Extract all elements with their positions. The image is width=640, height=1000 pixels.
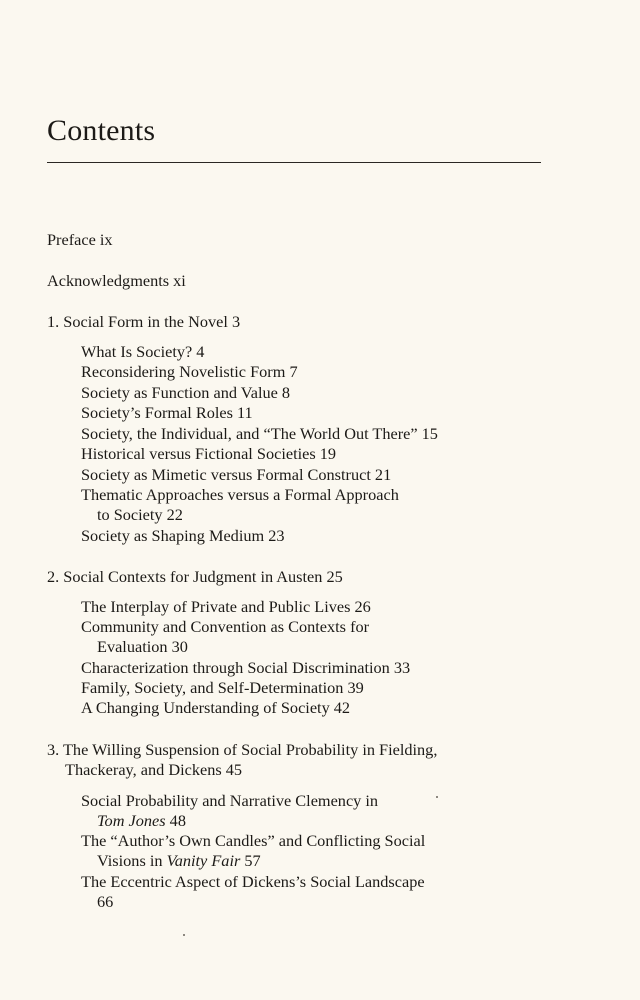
toc-section[interactable]: Thematic Approaches versus a Formal Approach [81, 485, 399, 504]
toc-section[interactable]: Society as Mimetic versus Formal Construct 21 [81, 465, 392, 484]
paper-speck [436, 796, 438, 798]
toc-section[interactable]: Society as Shaping Medium 23 [81, 526, 285, 545]
paper-speck [183, 934, 185, 936]
toc-chapter-2[interactable]: 2. Social Contexts for Judgment in Austen 25 [47, 567, 343, 586]
toc-section[interactable]: Historical versus Fictional Societies 19 [81, 444, 337, 463]
title-rule [47, 162, 541, 163]
toc-section[interactable]: Social Probability and Narrative Clemency in [81, 791, 379, 810]
toc-entry-preface[interactable]: Preface ix [47, 230, 113, 249]
toc-section[interactable]: Society, the Individual, and “The World Out There” 15 [81, 424, 438, 443]
toc-chapter-3-continued[interactable]: Thackeray, and Dickens 45 [65, 760, 243, 779]
toc-section-continued[interactable]: to Society 22 [97, 505, 183, 524]
toc-section-continued[interactable] [97, 851, 261, 871]
toc-section[interactable]: Society’s Formal Roles 11 [81, 403, 253, 422]
toc-section[interactable]: Community and Convention as Contexts for [81, 617, 370, 636]
toc-chapter-3[interactable]: 3. The Willing Suspension of Social Probability in Fielding, [47, 740, 438, 759]
book-title-italic: Tom Jones [97, 811, 166, 830]
toc-section[interactable]: Characterization through Social Discrimination 33 [81, 658, 411, 677]
toc-section[interactable]: Family, Society, and Self-Determination 39 [81, 678, 364, 697]
toc-chapter-1[interactable]: 1. Social Form in the Novel 3 [47, 312, 241, 331]
toc-section[interactable]: Reconsidering Novelistic Form 7 [81, 362, 298, 381]
toc-section[interactable]: What Is Society? 4 [81, 342, 205, 361]
toc-section-continued[interactable] [97, 811, 186, 831]
book-title-italic: Vanity Fair [166, 851, 241, 870]
entry-text: Visions in [97, 851, 167, 870]
page-number: 48 [165, 811, 186, 830]
toc-entry-acknowledgments[interactable]: Acknowledgments xi [47, 271, 186, 290]
toc-section[interactable]: The “Author’s Own Candles” and Conflicting Social [81, 831, 426, 850]
toc-section[interactable]: A Changing Understanding of Society 42 [81, 698, 351, 717]
toc-section[interactable]: The Eccentric Aspect of Dickens’s Social Landscape [81, 872, 425, 891]
toc-section[interactable]: Society as Function and Value 8 [81, 383, 291, 402]
toc-section[interactable]: The Interplay of Private and Public Lives 26 [81, 597, 371, 616]
page-title: Contents [47, 114, 156, 147]
page-number: 57 [240, 851, 261, 870]
toc-section-continued[interactable]: Evaluation 30 [97, 637, 188, 656]
toc-section-continued[interactable]: 66 [97, 892, 114, 911]
